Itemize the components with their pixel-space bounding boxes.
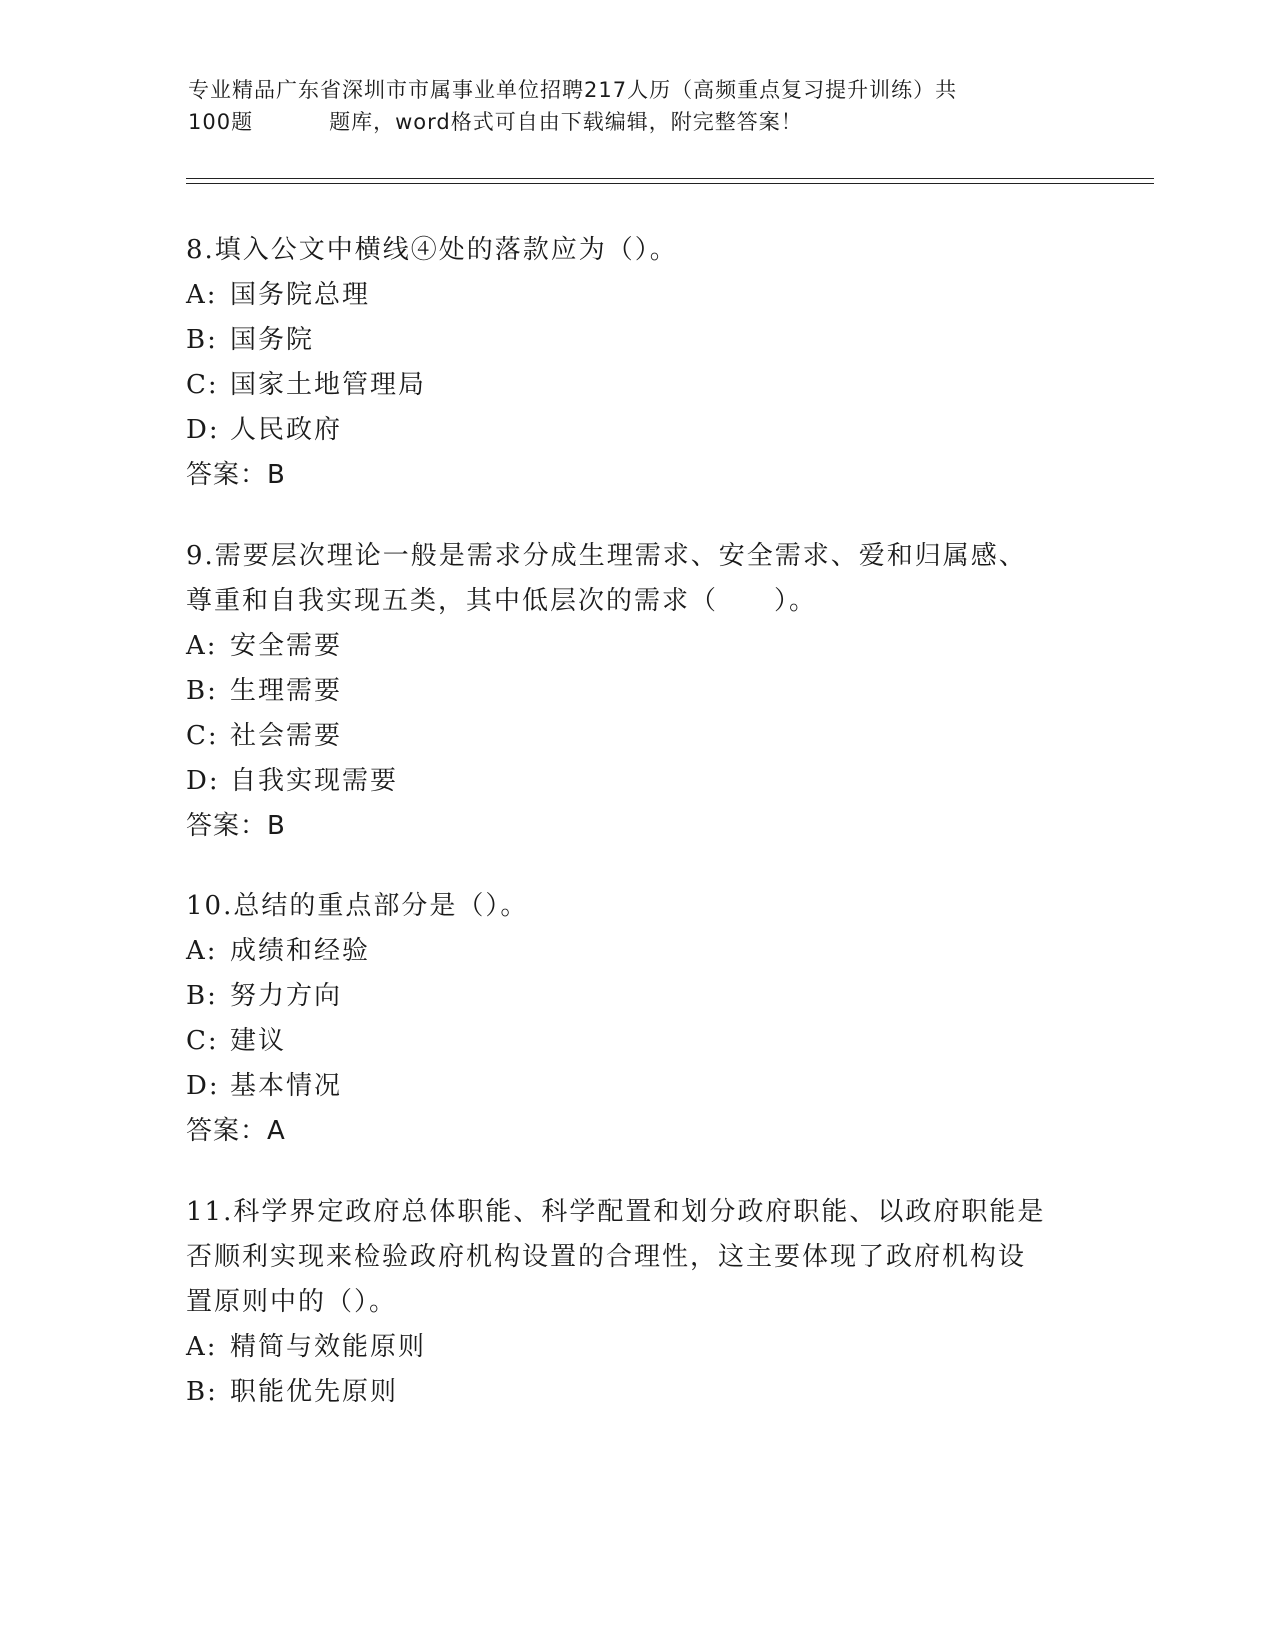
option-text: 国务院总理 bbox=[230, 280, 371, 310]
question-10 bbox=[186, 884, 1086, 1154]
question-stem: 10.总结的重点部分是（）。 bbox=[186, 891, 529, 921]
question-stem-line-3: 置原则中的（）。 bbox=[186, 1287, 398, 1317]
question-stem-line-2: 否顺利实现来检验政府机构设置的合理性，这主要体现了政府机构设 bbox=[186, 1242, 1027, 1272]
option-d bbox=[186, 759, 1086, 804]
option-key: A: bbox=[186, 631, 218, 661]
option-text: 努力方向 bbox=[230, 981, 343, 1011]
option-text: 精简与效能原则 bbox=[230, 1332, 427, 1362]
option-text: 国务院 bbox=[230, 325, 315, 355]
option-a bbox=[186, 929, 1086, 974]
option-text: 成绩和经验 bbox=[230, 936, 371, 966]
header-count: 100题 bbox=[188, 110, 254, 134]
answer: 答案：A bbox=[186, 1116, 286, 1146]
option-text: 社会需要 bbox=[230, 721, 343, 751]
option-key: B: bbox=[186, 676, 218, 706]
question-stem: 8.填入公文中横线④处的落款应为（）。 bbox=[186, 235, 678, 265]
question-stem-line-1: 11.科学界定政府总体职能、科学配置和划分政府职能、以政府职能是 bbox=[186, 1197, 1046, 1227]
option-key: B: bbox=[186, 981, 218, 1011]
option-key: D: bbox=[186, 415, 220, 445]
option-d bbox=[186, 408, 1086, 453]
option-key: C: bbox=[186, 370, 219, 400]
answer: 答案：B bbox=[186, 811, 286, 841]
question-8 bbox=[186, 228, 1086, 498]
header-description: 题库，word格式可自由下载编辑，附完整答案！ bbox=[329, 110, 803, 134]
option-key: B: bbox=[186, 325, 218, 355]
option-b bbox=[186, 669, 1086, 714]
option-a bbox=[186, 1325, 1086, 1370]
header-title-line2 bbox=[188, 106, 1068, 138]
question-9 bbox=[186, 534, 1086, 849]
option-text: 生理需要 bbox=[230, 676, 343, 706]
option-d bbox=[186, 1064, 1086, 1109]
option-text: 职能优先原则 bbox=[230, 1377, 399, 1407]
option-a bbox=[186, 273, 1086, 318]
header-title-line1: 专业精品广东省深圳市市属事业单位招聘217人历（高频重点复习提升训练）共 bbox=[188, 78, 958, 102]
option-text: 基本情况 bbox=[230, 1071, 343, 1101]
option-b bbox=[186, 318, 1086, 363]
option-c bbox=[186, 1019, 1086, 1064]
option-key: A: bbox=[186, 280, 218, 310]
question-stem-line-2: 尊重和自我实现五类，其中低层次的需求（ ）。 bbox=[186, 586, 818, 616]
option-key: B: bbox=[186, 1377, 218, 1407]
header-divider-bottom bbox=[186, 183, 1154, 184]
answer: 答案：B bbox=[186, 460, 286, 490]
option-b bbox=[186, 974, 1086, 1019]
option-key: A: bbox=[186, 1332, 218, 1362]
option-key: C: bbox=[186, 721, 219, 751]
option-key: A: bbox=[186, 936, 218, 966]
option-key: D: bbox=[186, 766, 220, 796]
option-text: 自我实现需要 bbox=[230, 766, 399, 796]
option-a bbox=[186, 624, 1086, 669]
question-stem-line-1: 9.需要层次理论一般是需求分成生理需求、安全需求、爱和归属感、 bbox=[186, 541, 1027, 571]
option-c bbox=[186, 714, 1086, 759]
option-key: D: bbox=[186, 1071, 220, 1101]
document-header bbox=[188, 74, 1068, 138]
question-11 bbox=[186, 1190, 1086, 1415]
option-text: 人民政府 bbox=[230, 415, 343, 445]
option-text: 安全需要 bbox=[230, 631, 343, 661]
option-text: 建议 bbox=[230, 1026, 287, 1056]
option-text: 国家土地管理局 bbox=[230, 370, 427, 400]
option-b bbox=[186, 1370, 1086, 1415]
header-divider-top bbox=[186, 178, 1154, 179]
option-c bbox=[186, 363, 1086, 408]
option-key: C: bbox=[186, 1026, 219, 1056]
